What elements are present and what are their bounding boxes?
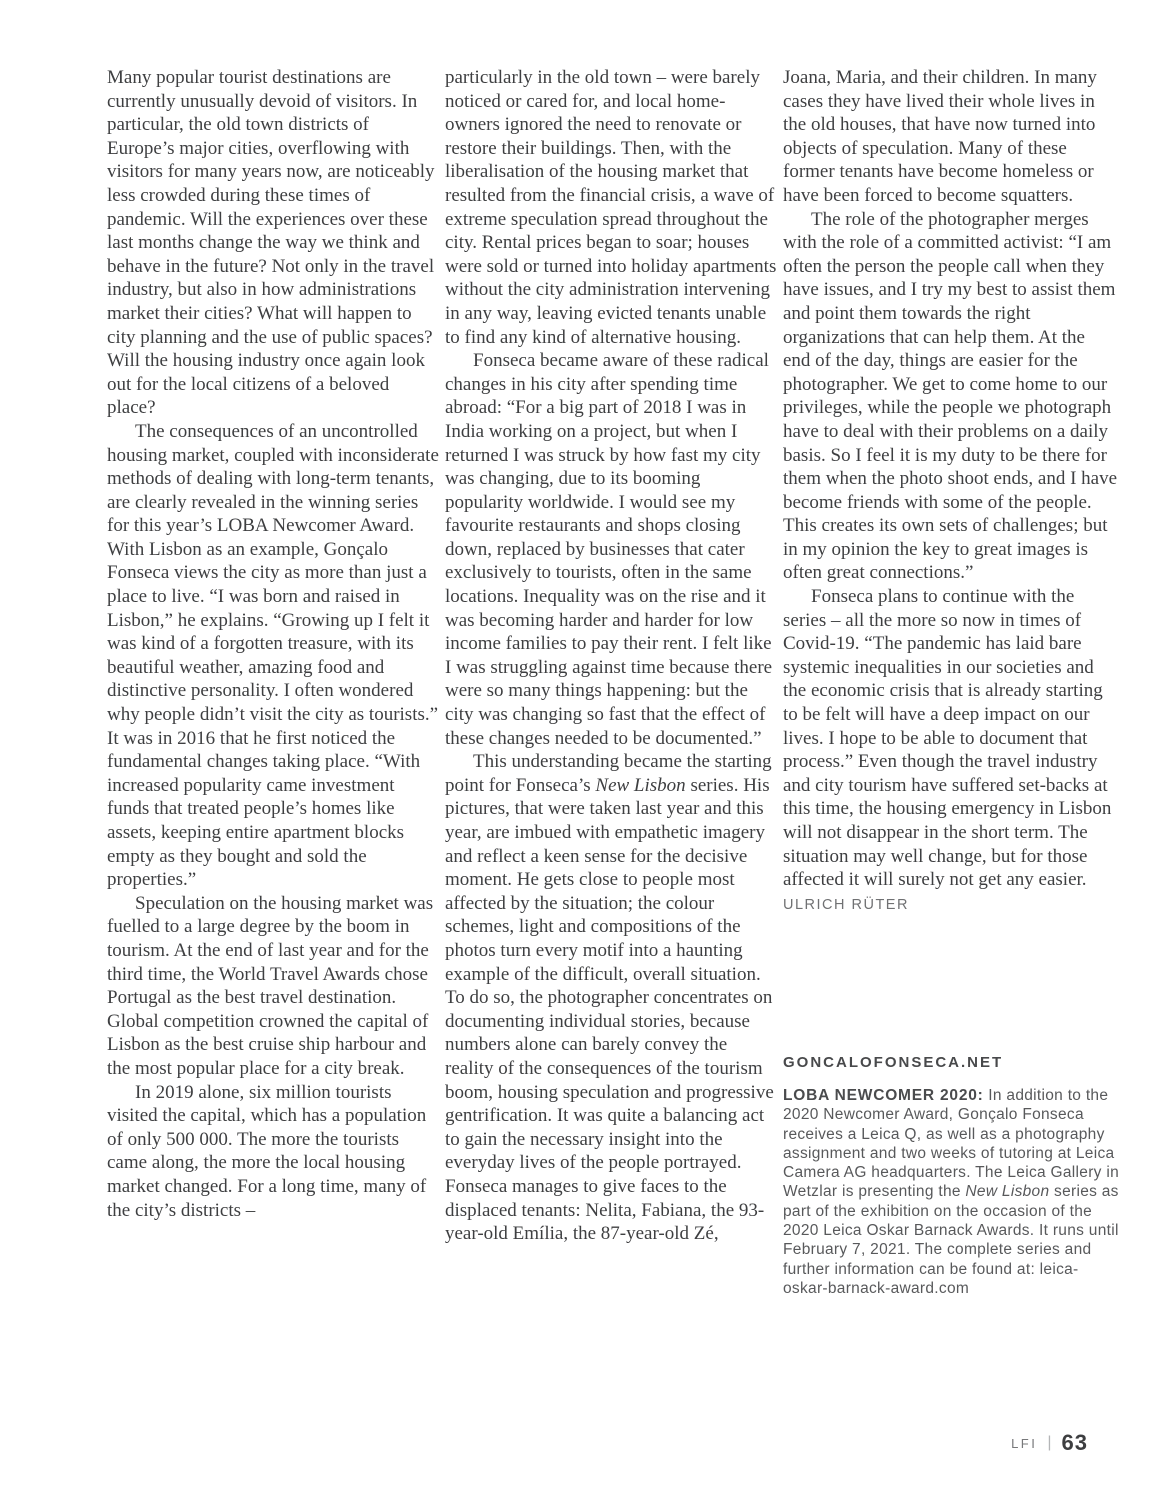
article-paragraph (783, 585, 1117, 917)
article-paragraph (445, 66, 779, 349)
article-paragraph (107, 420, 441, 892)
text-segment: Fonseca became aware of these radical changes in his city after spending time abroad: “For a big part of 2018 I was in India working on a project, but when I returned I was struck by how fast my city was changing, due to its booming popularity worldwide. I would see my favourite restaurants and shops closing down, replaced by businesses that cater exclusively to tourists, often in the same locations. Inequality was on the rise and it was becoming harder and harder for low income families to pay their rent. I felt like I was struggling against time because there were so many things happening: but the city was changing so fast that the effect of these changes needed to be documented.” (445, 350, 773, 749)
article-paragraph (783, 208, 1117, 586)
text-segment: This understanding became the starting point for Fonseca’s (445, 751, 772, 796)
award-info-note (783, 1086, 1123, 1298)
article-paragraph (783, 66, 1117, 208)
article-column-1 (107, 66, 441, 1318)
text-segment: series as part of the exhibition on the occasion of the 2020 Leica Oskar Barnack Awards. It runs until February 7, 2021. The complete series and further information can be found at: leica-oskar-barnack-award.com (783, 1183, 1119, 1297)
text-segment: The role of the photographer merges with the role of a committed activist: “I am often the person the people call when they have issues, and I try my best to assist them and point them towards the right organizations that can help them. At the end of the day, things are easier for the photographer. We get to come home to our privileges, while the people we photograph have to deal with their problems on a daily basis. So I feel it is my duty to be there for them when the photo shoot ends, and I have become friends with some of the people. This creates its own sets of challenges; but in my opinion the key to great images is often great connections.” (783, 208, 1117, 584)
text-segment: The consequences of an uncontrolled housing market, coupled with inconsiderate methods of dealing with long-term tenants, are clearly revealed in the winning series for this year’s LOBA Newcomer Award. With Lisbon as an example, Gonçalo Fonseca views the city as more than just a place to live. “I was born and raised in Lisbon,” he explains. “Growing up I felt it was kind of a forgotten treasure, with its beautiful weather, amazing food and distinctive personality. I often wondered why people didn’t visit the city as tourists.” It was in 2016 that he first noticed the fundamental changes taking place. “With increased popularity came investment funds that treated people’s homes like assets, keeping entire apartment blocks empty as they bought and sold the properties.” (107, 420, 439, 891)
author-byline: ULRICH RÜTER (783, 896, 909, 913)
magazine-name: LFI (1011, 1435, 1038, 1451)
text-segment: LOBA NEWCOMER 2020: (783, 1087, 984, 1104)
text-segment: New Lisbon (595, 774, 686, 796)
text-segment: series. His pictures, that were taken last year and this year, are imbued with empathetic imagery and reflect a keen sense for the decisive moment. He gets close to people most affected by the situation; the colour schemes, light and compositions of the photos turn every motif into a haunting example of the difficult, overall situation. To do so, the photographer concentrates on documenting individual stories, because numbers alone can barely convey the reality of the consequences of the tourism boom, housing speculation and progressive gentrification. It was quite a balancing act to gain the necessary insight into the everyday lives of the people portrayed. Fonseca manages to give faces to the displaced tenants: Nelita, Fabiana, the 93-year-old Emília, the 87-year-old Zé, (445, 774, 774, 1245)
page-footer (1011, 1430, 1088, 1456)
article-paragraph (445, 750, 779, 1245)
text-segment: Many popular tourist destinations are currently unusually devoid of visitors. In particular, the old town districts of Europe’s major cities, overflowing with visitors for many years now, are noticeably less crowded during these times of pandemic. Will the experiences over these last months change the way we think and behave in the future? Not only in the travel industry, but also in how administrations market their cities? What will happen to city planning and the use of public spaces? Will the housing industry once again look out for the local citizens of a beloved place? (107, 67, 435, 419)
article-column-3 (783, 66, 1117, 1058)
text-segment: particularly in the old town – were barely noticed or cared for, and local home-owners ignored the need to renovate or restore their buildings. Then, with the liberalisation of the housing market that resulted from the financial crisis, a wave of extreme speculation spread throughout the city. Rental prices began to soar; houses were sold or turned into holiday apartments without the city administration intervening in any way, leaving evicted tenants unable to find any kind of alternative housing. (445, 67, 777, 348)
text-segment: Fonseca plans to continue with the series – all the more so now in times of Covid-19. “The pandemic has laid bare systemic inequalities in our societies and the economic crisis that is already starting to be felt will have a deep impact on our lives. I hope to be able to document that process.” Even though the travel industry and city tourism have suffered set-backs at this time, the housing emergency in Lisbon will not disappear in the short term. The situation may well change, but for those affected it will surely not get any easier. (783, 586, 1112, 891)
page-number: 63 (1061, 1430, 1088, 1455)
text-segment: In addition to the 2020 Newcomer Award, Gonçalo Fonseca receives a Leica Q, as well as a photography assignment and two weeks of tutoring at Leica Camera AG headquarters. The Leica Gallery in Wetzlar is presenting the (783, 1087, 1119, 1201)
footer-separator: | (1047, 1434, 1052, 1451)
text-segment: New Lisbon (965, 1183, 1050, 1201)
text-segment: Speculation on the housing market was fuelled to a large degree by the boom in tourism. At the end of last year and for the third time, the World Travel Awards chose Portugal as the best travel destination. Global competition crowned the capital of Lisbon as the best cruise ship harbour and the most popular place for a city break. (107, 892, 434, 1079)
photographer-website: GONCALOFONSECA.NET (783, 1054, 1004, 1071)
article-column-2 (445, 66, 779, 1412)
article-paragraph (107, 1081, 441, 1223)
article-paragraph (107, 66, 441, 420)
article-paragraph (107, 892, 441, 1081)
text-segment: In 2019 alone, six million tourists visited the capital, which has a population of only 500 000. The more the tourists came along, the more the local housing market changed. For a long time, many of the city’s districts – (107, 1081, 427, 1221)
text-segment: Joana, Maria, and their children. In many cases they have lived their whole lives in the old houses, that have now turned into objects of speculation. Many of these former tenants have become homeless or have been forced to become squatters. (783, 67, 1097, 206)
article-paragraph (445, 349, 779, 750)
